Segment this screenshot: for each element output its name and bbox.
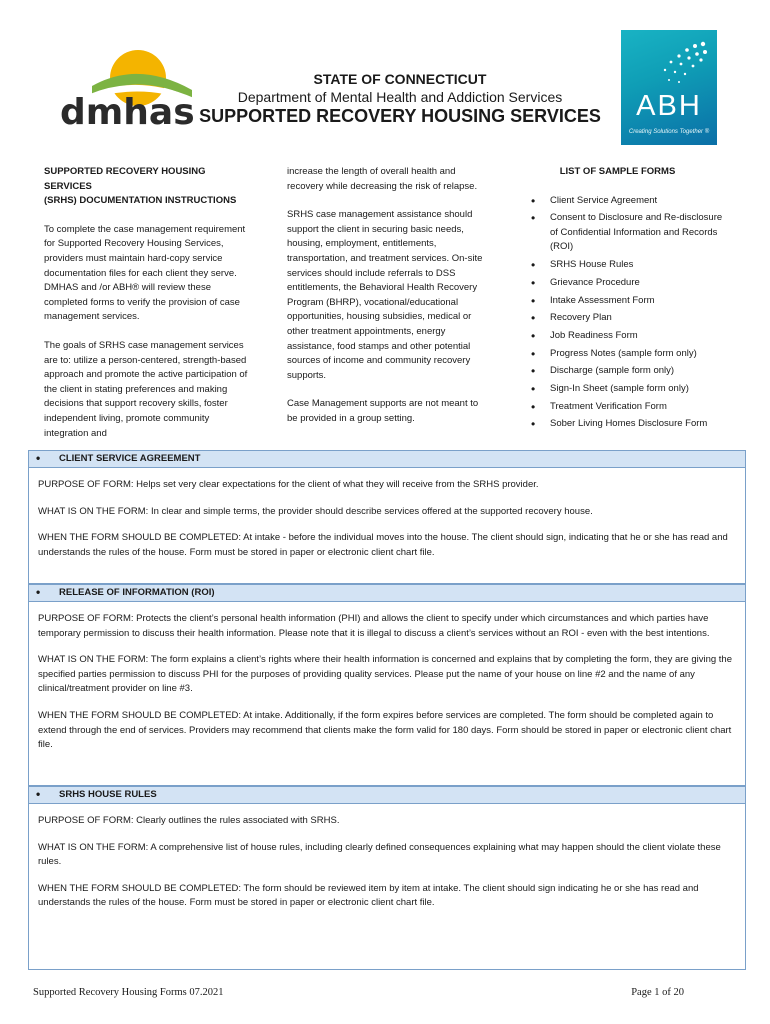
sample-forms-list (510, 194, 725, 432)
list-item: • Discharge (sample form only) (510, 364, 725, 379)
intro-paragraph: increase the length of overall health and recovery while decreasing the risk of relapse. (287, 166, 478, 192)
intro-paragraph: Case Management supports are not meant to be provided in a group setting. (287, 398, 479, 424)
svg-text:dmhas: dmhas (60, 92, 195, 133)
section-title: RELEASE OF INFORMATION (ROI) (59, 587, 215, 598)
state-heading: STATE OF CONNECTICUT (313, 71, 487, 87)
document-title: SUPPORTED RECOVERY HOUSING SERVICES (199, 106, 601, 126)
list-item: • SRHS House Rules (510, 258, 725, 273)
intro-paragraph: The goals of SRHS case management services are to: utilize a person-centered, strength-based approach and promote the active participation of the client in stating preferences and making decisions that support recovery skills, foster independent living, promote community integration and (44, 339, 248, 439)
section-title: CLIENT SERVICE AGREEMENT (59, 453, 201, 464)
list-item: • Job Readiness Form (510, 329, 725, 344)
abh-logo-tagline: Creating Solutions Together ® (628, 129, 710, 135)
intro-paragraph: SRHS case management assistance should support the client in securing basic needs, housing, employment, entitlements, transportation, and treatment services. On-site services should include referrals to DSS entitlements, the Behavioral Health Recovery Program (BHRP), vocational/educational opportunities, housing subsidies, medical or other treatment appointments, energy assistance, food stamps and other potential sources of income and community recovery supports. (287, 209, 483, 381)
section-what: WHAT IS ON THE FORM: A comprehensive list of house rules, including clearly defined consequences explaining what may happen should the client violate these rules. (38, 841, 721, 868)
abh-dots-graphic (659, 38, 711, 86)
section-client-service-agreement (28, 450, 746, 584)
list-item: • Consent to Disclosure and Re-disclosure of Confidential Information and Records (ROI) (510, 211, 725, 255)
list-item: • Progress Notes (sample form only) (510, 347, 725, 362)
list-item: • Sign-In Sheet (sample form only) (510, 382, 725, 397)
intro-column-2 (287, 165, 487, 441)
bullet-icon: • (36, 787, 41, 801)
section-when: WHEN THE FORM SHOULD BE COMPLETED: The form should be reviewed item by item at intake. The client should sign indicating he or she has read and understands the rules of the house. Form must be stored in paper or electronic client chart file. (38, 882, 699, 909)
section-header (29, 787, 745, 804)
footer-page-number: Page 1 of 20 (631, 987, 684, 998)
section-when: WHEN THE FORM SHOULD BE COMPLETED: At intake. Additionally, if the form expires before services are completed. The form should be completed again to extend through the end of services. Providers may recommend that clients make the form valid for 180 days. Form should be stored in paper or electronic client chart file. (38, 709, 732, 751)
section-house-rules (28, 786, 746, 970)
section-what: WHAT IS ON THE FORM: The form explains a client’s rights where their health information is concerned and explains that by completing the form, they are giving the specified parties permission to discuss PHI for the purposes of providing quality services. Please put the name of your house on line #2 and the name of any clinical/treatment provider on line #3. (38, 654, 732, 695)
list-item: • Intake Assessment Form (510, 294, 725, 309)
list-item: • Recovery Plan (510, 311, 725, 326)
section-title: SRHS HOUSE RULES (59, 789, 157, 800)
sample-forms-heading: LIST OF SAMPLE FORMS (559, 166, 676, 177)
abh-logo-text: ABH (636, 90, 702, 122)
intro-heading: SUPPORTED RECOVERY HOUSING SERVICES (SRHS) DOCUMENTATION INSTRUCTIONS (44, 166, 237, 207)
bullet-icon: • (36, 585, 41, 599)
list-item: • Treatment Verification Form (510, 400, 725, 415)
intro-paragraph: To complete the case management requirement for Supported Recovery Housing Services, providers must maintain hard-copy service documentation files for each client they serve. DMHAS and /or ABH® will review these completed forms to verify the provision of case management services. (44, 223, 246, 323)
list-item: • Grievance Procedure (510, 276, 725, 291)
section-what: WHAT IS ON THE FORM: In clear and simple terms, the provider should describe services offered at the supported recovery house. (38, 505, 593, 517)
section-header (29, 585, 745, 602)
section-when: WHEN THE FORM SHOULD BE COMPLETED: At intake - before the individual moves into the house. The client should sign, indicating that he or she has read and understands the rules of the house. Form must be stored in paper or electronic client chart file. (38, 532, 728, 558)
list-item: • Client Service Agreement (510, 194, 725, 209)
department-heading: Department of Mental Health and Addiction Services (237, 89, 563, 105)
bullet-icon: • (36, 451, 41, 465)
sample-forms-column (510, 165, 725, 435)
list-item: • Sober Living Homes Disclosure Form (510, 417, 725, 432)
section-purpose: PURPOSE OF FORM: Clearly outlines the rules associated with SRHS. (38, 815, 340, 826)
footer-document-label: Supported Recovery Housing Forms 07.2021 (33, 987, 224, 998)
section-release-of-information (28, 584, 746, 786)
intro-column-1 (44, 165, 249, 455)
section-header (29, 451, 745, 468)
abh-logo (621, 30, 717, 145)
section-purpose: PURPOSE OF FORM: Protects the client’s personal health information (PHI) and allows the client to specify under which circumstances and which parties have temporary permission to discuss their health information. Please note that it is illegal to discuss a client’s services without an ROI - even with the best intentions. (38, 613, 710, 639)
section-purpose: PURPOSE OF FORM: Helps set very clear expectations for the client of what they will receive from the SRHS provider. (38, 479, 539, 490)
